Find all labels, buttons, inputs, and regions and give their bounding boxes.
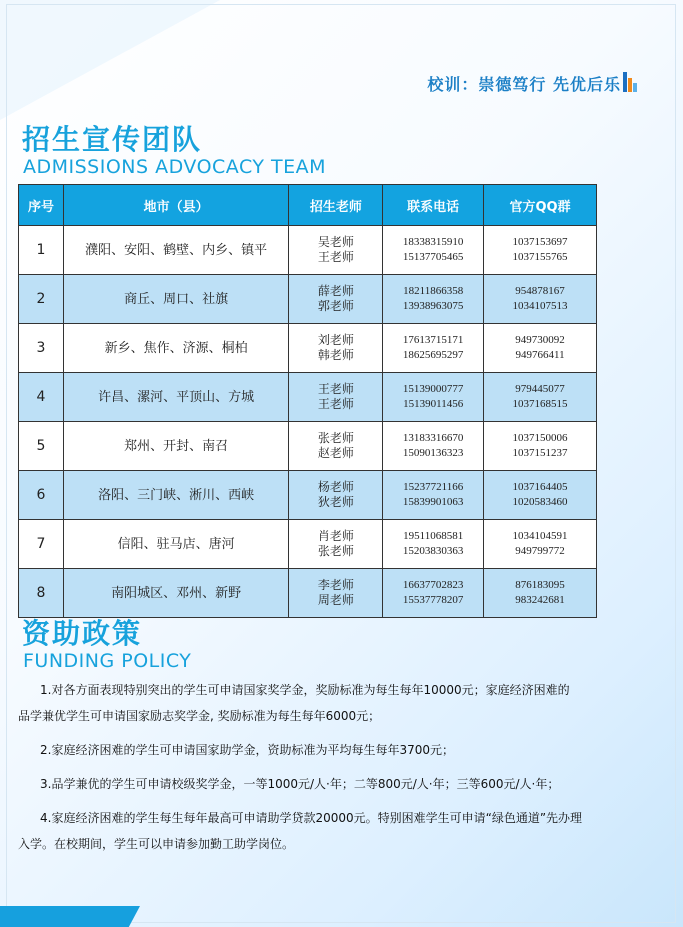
cell-qq — [484, 569, 597, 618]
cell-teachers-line: 薛老师 — [317, 284, 354, 298]
team-title-en: ADMISSIONS ADVOCACY TEAM — [23, 156, 327, 178]
header-teachers: 招生老师 — [289, 185, 383, 226]
cell-teachers-line: 李老师 — [317, 578, 354, 592]
cell-teachers-line: 郭老师 — [317, 299, 354, 313]
cell-no: 5 — [19, 422, 64, 471]
cell-phones-line: 15203830363 — [402, 545, 464, 557]
table-row — [19, 324, 597, 373]
cell-teachers — [289, 569, 383, 618]
decorative-bottom-bar — [0, 906, 140, 927]
cell-qq-line: 1037151237 — [512, 447, 568, 459]
table-row — [19, 275, 597, 324]
cell-qq — [484, 226, 597, 275]
cell-phones-line: 18211866358 — [403, 285, 464, 297]
cell-phones-line: 15139000777 — [402, 383, 464, 395]
cell-qq — [484, 275, 597, 324]
cell-qq-line: 1020583460 — [512, 496, 568, 508]
cell-phones-line: 15537778207 — [402, 594, 464, 606]
cell-phones-line: 15090136323 — [402, 447, 464, 459]
funding-title-cn: 资助政策 — [22, 617, 143, 650]
cell-phones-line: 15139011456 — [403, 398, 464, 410]
cell-qq-line: 1037155765 — [512, 251, 568, 263]
school-motto: 校训：崇德笃行 先优后乐 — [427, 75, 621, 94]
cell-region: 濮阳、安阳、鹤壁、内乡、镇平 — [63, 226, 289, 275]
cell-qq-line: 1034104591 — [512, 530, 568, 542]
cell-region: 商丘、周口、社旗 — [63, 275, 289, 324]
cell-no: 8 — [19, 569, 64, 618]
cell-region: 郑州、开封、南召 — [63, 422, 289, 471]
cell-phones-line: 18625695297 — [402, 349, 464, 361]
cell-teachers-line: 狄老师 — [317, 495, 354, 509]
cell-qq-line: 876183095 — [515, 579, 565, 591]
table-row — [19, 569, 597, 618]
cell-teachers — [289, 471, 383, 520]
cell-qq-line: 1034107513 — [512, 300, 568, 312]
cell-no: 6 — [19, 471, 64, 520]
cell-qq — [484, 324, 597, 373]
header-phones: 联系电话 — [383, 185, 484, 226]
funding-policy-text — [18, 680, 608, 854]
cell-phones — [383, 275, 484, 324]
bar-logo-icon — [623, 72, 637, 92]
cell-teachers-line: 周老师 — [317, 593, 354, 607]
cell-teachers-line: 王老师 — [317, 397, 354, 411]
cell-qq-line: 983242681 — [515, 594, 565, 606]
cell-no: 4 — [19, 373, 64, 422]
cell-phones-line: 19511068581 — [403, 530, 464, 542]
cell-qq-line: 1037150006 — [512, 432, 568, 444]
table-header-row — [19, 185, 597, 226]
cell-teachers-line: 韩老师 — [317, 348, 354, 362]
cell-region: 许昌、漯河、平顶山、方城 — [63, 373, 289, 422]
table-row — [19, 226, 597, 275]
cell-qq-line: 1037153697 — [512, 236, 568, 248]
cell-no: 3 — [19, 324, 64, 373]
cell-qq-line: 949799772 — [515, 545, 565, 557]
team-title-cn: 招生宣传团队 — [22, 123, 203, 156]
cell-teachers — [289, 275, 383, 324]
cell-phones-line: 15237721166 — [403, 481, 464, 493]
cell-no: 7 — [19, 520, 64, 569]
cell-teachers-line: 王老师 — [317, 382, 354, 396]
cell-phones-line: 13183316670 — [402, 432, 464, 444]
cell-region: 洛阳、三门峡、淅川、西峡 — [63, 471, 289, 520]
cell-phones — [383, 569, 484, 618]
cell-phones — [383, 324, 484, 373]
table-row — [19, 373, 597, 422]
cell-qq-line: 954878167 — [515, 285, 565, 297]
cell-qq-line: 979445077 — [515, 383, 565, 395]
cell-qq — [484, 422, 597, 471]
cell-phones — [383, 520, 484, 569]
table-row — [19, 471, 597, 520]
policy-item-4a: 4.家庭经济困难的学生每生每年最高可申请助学贷款20000元。特别困难学生可申请“绿色通道”先办理 — [40, 811, 583, 825]
cell-region: 新乡、焦作、济源、桐柏 — [63, 324, 289, 373]
cell-qq-line: 949730092 — [515, 334, 565, 346]
cell-qq — [484, 520, 597, 569]
funding-title-en: FUNDING POLICY — [23, 650, 192, 672]
cell-qq-line: 1037164405 — [512, 481, 568, 493]
cell-phones-line: 18338315910 — [402, 236, 464, 248]
header-no: 序号 — [19, 185, 64, 226]
cell-teachers — [289, 422, 383, 471]
policy-item-1a: 1.对各方面表现特别突出的学生可申请国家奖学金，奖励标准为每生每年10000元；家庭经济困难的 — [40, 683, 570, 697]
cell-qq-line: 1037168515 — [512, 398, 568, 410]
cell-no: 2 — [19, 275, 64, 324]
cell-teachers — [289, 324, 383, 373]
cell-phones — [383, 226, 484, 275]
cell-qq — [484, 373, 597, 422]
cell-teachers-line: 吴老师 — [317, 235, 354, 249]
cell-region: 信阳、驻马店、唐河 — [63, 520, 289, 569]
table-row — [19, 520, 597, 569]
admissions-team-table — [18, 184, 597, 618]
cell-teachers-line: 赵老师 — [317, 446, 354, 460]
cell-region: 南阳城区、邓州、新野 — [63, 569, 289, 618]
table-row — [19, 422, 597, 471]
cell-phones — [383, 422, 484, 471]
cell-phones — [383, 373, 484, 422]
cell-no: 1 — [19, 226, 64, 275]
cell-phones-line: 13938963075 — [402, 300, 464, 312]
policy-item-3: 3.品学兼优的学生可申请校级奖学金，一等1000元/人·年；二等800元/人·年；三等600元/人·年； — [40, 777, 560, 791]
cell-phones-line: 16637702823 — [402, 579, 464, 591]
cell-phones-line: 15839901063 — [402, 496, 464, 508]
cell-teachers-line: 刘老师 — [317, 333, 354, 347]
cell-teachers-line: 张老师 — [317, 544, 354, 558]
policy-item-4b: 入学。在校期间，学生可以申请参加勤工助学岗位。 — [18, 837, 295, 851]
header-region: 地市（县） — [63, 185, 289, 226]
cell-phones — [383, 471, 484, 520]
cell-teachers-line: 王老师 — [317, 250, 354, 264]
header-qq: 官方QQ群 — [484, 185, 597, 226]
cell-teachers — [289, 520, 383, 569]
cell-teachers-line: 杨老师 — [317, 480, 354, 494]
cell-teachers-line: 张老师 — [317, 431, 354, 445]
cell-phones-line: 15137705465 — [402, 251, 464, 263]
cell-teachers — [289, 226, 383, 275]
policy-item-2: 2.家庭经济困难的学生可申请国家助学金，资助标准为平均每生每年3700元； — [40, 743, 454, 757]
cell-qq — [484, 471, 597, 520]
cell-teachers-line: 肖老师 — [317, 529, 354, 543]
policy-item-1b: 品学兼优学生可申请国家励志奖学金, 奖励标准为每生每年6000元； — [18, 709, 381, 723]
cell-teachers — [289, 373, 383, 422]
cell-qq-line: 949766411 — [515, 349, 565, 361]
cell-phones-line: 17613715171 — [402, 334, 464, 346]
